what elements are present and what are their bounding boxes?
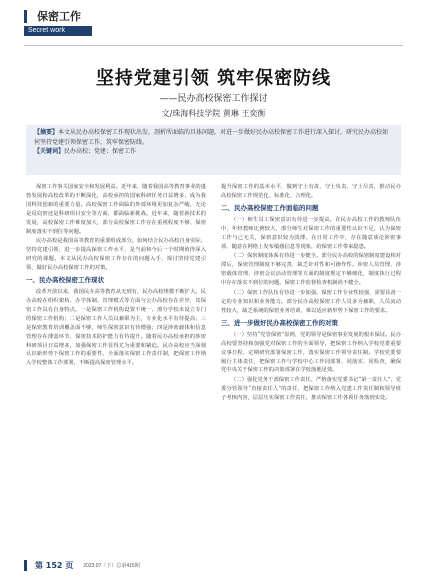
section-heading: 一、民办高校保密工作现状: [26, 276, 104, 285]
paragraph: 保密工作事关国家安全和发展利益。近年来，随着我国高等教育事业的蓬勃发展和高校改革的不断深化，高校承担的国家科研任务日益增多，成为我国科技创新的重要力量。高校保密工作面临的外部环境更加复杂严峻，无论是反窃密还是科研项目安全等方面，都面临新挑战。近年来，随着新技术的发展，高校保密工作难度加大，部分高校保密工作存在重视程度不够、保密制度落实不到位等问题。: [26, 184, 206, 235]
section-title: 保密工作: [24, 10, 92, 23]
paragraph: 改革开放以来，我国民办高等教育从无到有，民办高校规模不断扩大。民办高校在组织架构、办学体制、管理模式等方面与公办高校存在差异，其保密工作具有自身特点。一是保密工作机构设置不统一，部分学校未设立专门的保密工作机构；二是保密工作人员以兼职为主，专业化水平有待提高；三是保密教育培训覆盖面不够，师生保密意识有待增强；四是涉密载体和信息管理存在薄弱环节，保密技术防护能力有待提升。随着民办高校承担的涉密科研项目日益增多，加强保密工作显得尤为重要和紧迫。民办高校应当深刻认识新形势下保密工作的重要性，全面落实保密工作责任制，把保密工作纳入学校整体工作部署，不断提高保密管理水平。: [26, 289, 206, 367]
abstract-text: 本文从民办高校保密工作现状出发，剖析所面临的具体问题，对进一步做好民办高校保密工作进行深入探讨，研究民办高校如何坚持党建引领保密工作，筑牢保密防线。: [34, 129, 389, 146]
issue-info: 2023.07（下）总第415期: [83, 562, 140, 569]
paragraph: （二）保密制度体系有待进一步健全。部分民办高校的保密制度建设相对滞后，保密管理制度不够完善，缺乏针对性和可操作性。涉密人员管理、涉密载体管理、涉密会议活动管理等方面的制度规定不够细化，制度执行过程中存在落实不到位的问题，保密工作监督检查机制尚不健全。: [221, 253, 401, 287]
right-column: [221, 183, 401, 404]
paragraph: （二）强化党务干部保密工作责任。严格落实党委书记“第一责任人”、党委分管领导“直接责任人”的责任，把保密工作纳入党建工作责任制和领导班子考核内容，层层压实保密工作责任，推动保密工作各项任务落到实处。: [221, 377, 401, 402]
paragraph: （一）师生员工保密意识有待进一步提高。在民办高校工作的教师队伍中，年轻教师比例较大，部分师生对保密工作的重要性认识不足，认为保密工作与己无关，保密意识较为淡薄。在日常工作中，存在随意谈论涉密事项、随意在网络上发布敏感信息等现象，给保密工作带来隐患。: [221, 216, 401, 250]
abstract-label: 【摘要】: [34, 129, 59, 136]
paragraph: （三）保密工作队伍有待进一步加强。保密工作专业性较强，需要具备一定的专业知识和业务能力。部分民办高校保密工作人员多为兼职，人员流动性较大，缺乏系统的保密业务培训，难以适应新形势下保密工作的要求。: [221, 290, 401, 314]
section-heading: 二、民办高校保密工作面临的问题: [221, 203, 319, 212]
keywords-text: 民办高校；党建；保密工作: [64, 148, 137, 155]
section-header: [24, 10, 92, 36]
section-subtitle-en: Secret work: [24, 26, 92, 36]
page-footer: [24, 556, 403, 574]
section-heading: 三、进一步做好民办高校保密工作的对策: [221, 318, 338, 327]
article-title: 坚持党建引领 筑牢保密防线: [95, 68, 332, 89]
paragraph: 民办高校是我国高等教育的重要组成部分。如何结合民办高校自身实际，坚持党建引领，进一步提高保密工作水平，是当前和今后一个时期值得深入研究的课题。本文从民办高校保密工作存在的问题入手，探讨坚持党建引领，做好民办高校保密工作的对策。: [26, 238, 206, 272]
paragraph: 提升保密工作的基本水平，做到守土有责、守土负责、守土尽责，推动民办高校保密工作规范化、标准化、合理化。: [221, 184, 401, 199]
paragraph: （一）坚持“党管保密”原则，党的领导是保密事业发展的根本保证。民办高校要坚持和加强党对保密工作的全面领导，把保密工作纳入学校党委重要议事日程，定期研究部署保密工作，落实保密工作领导责任制。学校党委要履行主体责任，把保密工作与学校中心工作同部署、同落实、同检查，确保党中央关于保密工作的决策部署在学校落地见效。: [221, 331, 401, 374]
header-divider: [24, 45, 403, 46]
left-column: [26, 183, 206, 369]
page-number: 第 152 页: [24, 560, 73, 571]
keywords-label: 【关键词】: [34, 148, 65, 155]
article-authors: 文/珠海科技学院 黄琳 王奕衡: [161, 109, 266, 118]
article-subtitle: ——民办高校保密工作探讨: [159, 94, 268, 104]
abstract-box: [26, 125, 401, 175]
